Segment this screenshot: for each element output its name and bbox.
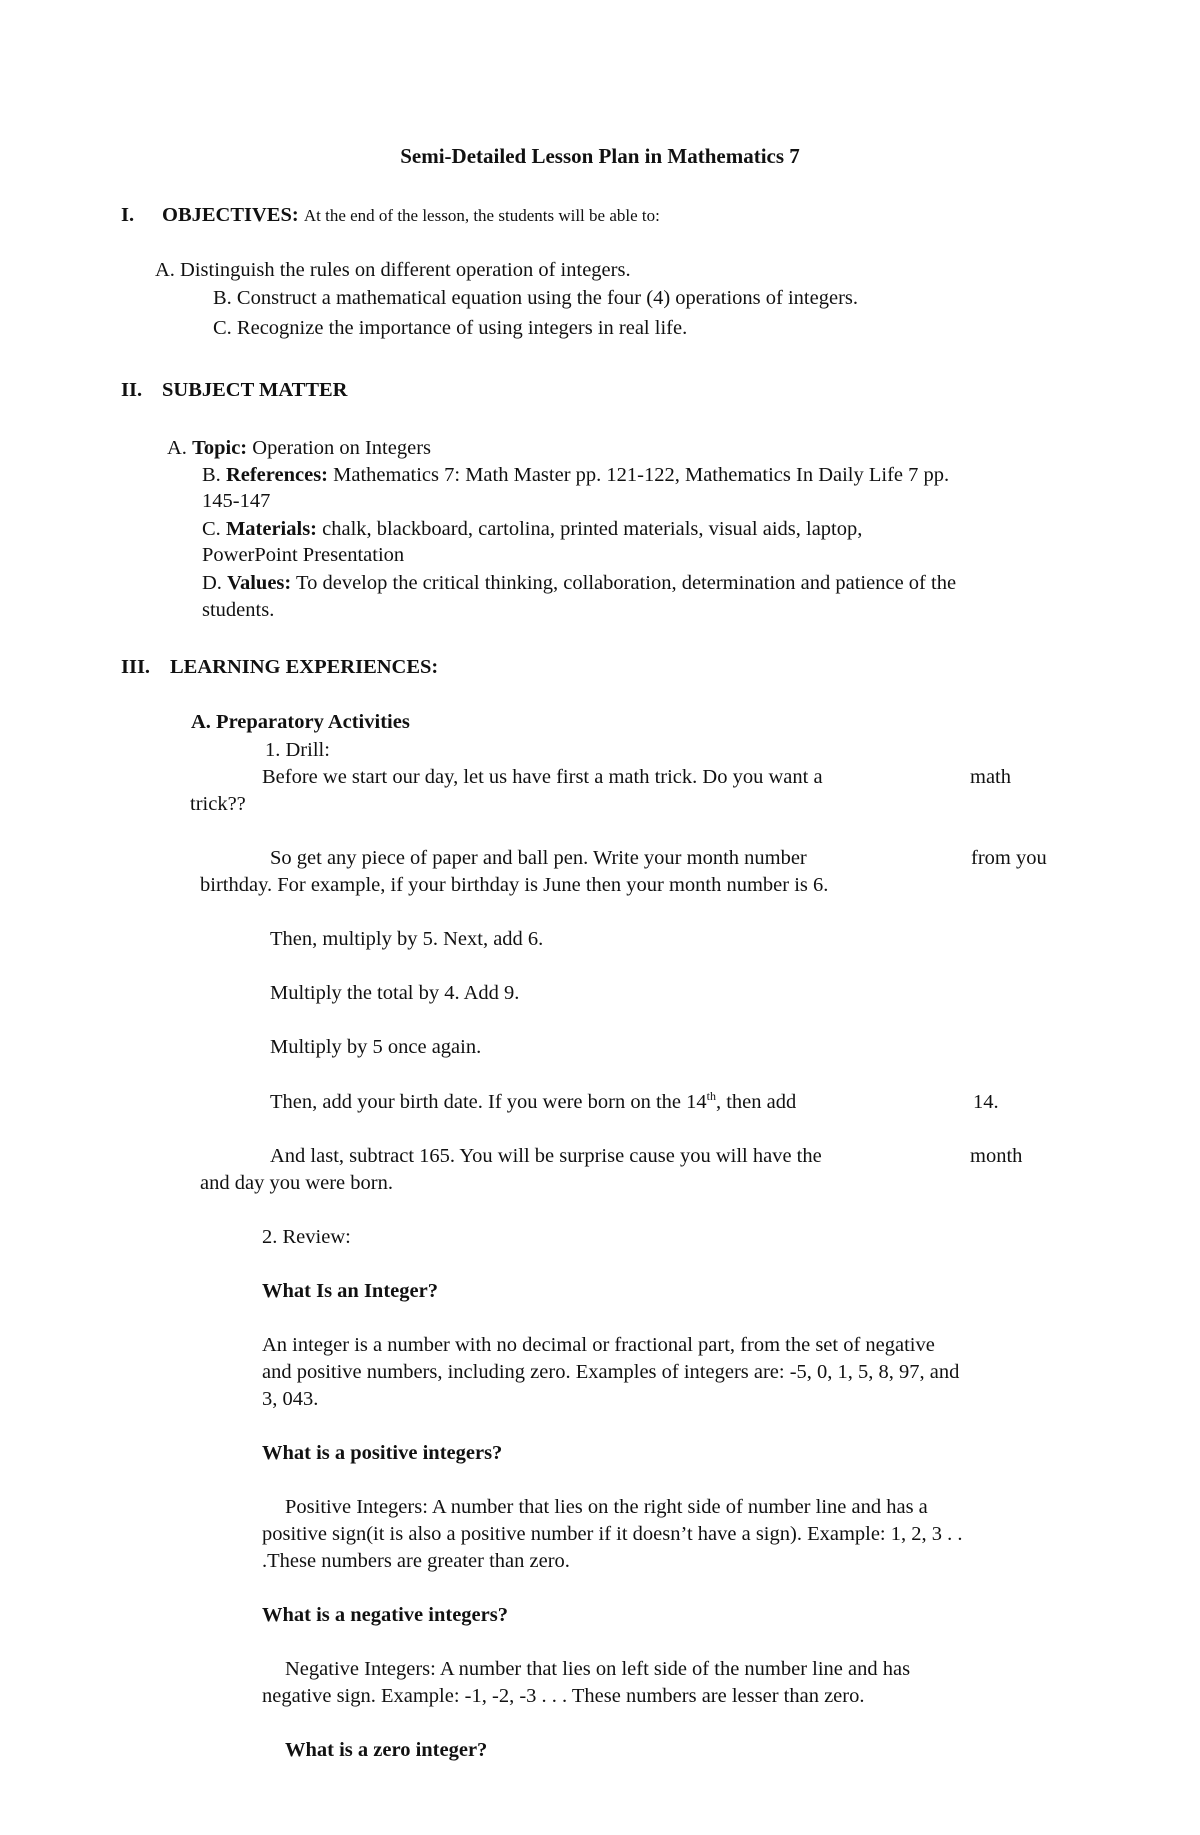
review-a3-line2: negative sign. Example: -1, -2, -3 . . . These numbers are lesser than zero. (262, 1685, 865, 1707)
topic-line (167, 435, 431, 462)
materials-label: Materials: (225, 518, 318, 540)
review-q2: What is a positive integers? (262, 1442, 503, 1464)
review-a2-line1: Positive Integers: A number that lies on the right side of number line and has a (285, 1496, 928, 1518)
values-text: To develop the critical thinking, collaboration, determination and patience of the (296, 572, 957, 594)
section-numeral-subject-matter: II. (121, 379, 143, 401)
references-label: References: (225, 464, 328, 486)
topic-prefix: A. (167, 437, 187, 459)
review-a1-line1: An integer is a number with no decimal or fractional part, from the set of negative (262, 1334, 935, 1356)
references-prefix: B. (202, 464, 221, 486)
drill-p1-right: math (970, 766, 1011, 788)
references-line (202, 462, 949, 489)
values-label: Values: (227, 572, 292, 594)
preparatory-heading: A. Preparatory Activities (191, 711, 410, 733)
drill-p6-right: 14. (973, 1091, 999, 1113)
values-prefix: D. (202, 572, 222, 594)
drill-label: 1. Drill: (265, 739, 330, 761)
review-q3: What is a negative integers? (262, 1604, 508, 1626)
drill-p5: Multiply by 5 once again. (270, 1036, 482, 1058)
review-a1-line3: 3, 043. (262, 1388, 319, 1410)
references-continued: 145-147 (202, 490, 271, 512)
page-title: Semi-Detailed Lesson Plan in Mathematics 7 (400, 144, 800, 168)
drill-p2-cont: birthday. For example, if your birthday is June then your month number is 6. (200, 874, 829, 896)
learning-heading: LEARNING EXPERIENCES: (170, 656, 439, 678)
drill-p6-sup: th (706, 1089, 716, 1104)
drill-p3: Then, multiply by 5. Next, add 6. (270, 928, 544, 950)
materials-text: chalk, blackboard, cartolina, printed materials, visual aids, laptop, (322, 518, 863, 540)
materials-prefix: C. (202, 518, 221, 540)
drill-p6-pre: Then, add your birth date. If you were born on the 14 (270, 1091, 707, 1113)
topic-text: Operation on Integers (252, 437, 432, 459)
drill-p2-right: from you (971, 847, 1047, 869)
objective-c: C. Recognize the importance of using integers in real life. (213, 317, 688, 339)
references-text: Mathematics 7: Math Master pp. 121-122, Mathematics In Daily Life 7 pp. (333, 464, 950, 486)
objectives-heading-line (162, 202, 660, 229)
objectives-intro: At the end of the lesson, the students will be able to: (303, 206, 660, 225)
drill-p1-cont: trick?? (190, 793, 246, 815)
drill-p7: And last, subtract 165. You will be surprise cause you will have the (270, 1145, 822, 1167)
values-line (202, 570, 956, 597)
drill-p6-post: , then add (715, 1091, 797, 1113)
drill-p7-right: month (970, 1145, 1023, 1167)
materials-continued: PowerPoint Presentation (202, 544, 405, 566)
materials-line (202, 516, 862, 543)
section-numeral-objectives: I. (121, 204, 135, 226)
drill-p4: Multiply the total by 4. Add 9. (270, 982, 520, 1004)
objective-a: A. Distinguish the rules on different operation of integers. (155, 259, 631, 281)
drill-p6 (270, 1089, 796, 1116)
review-a2-line2: positive sign(it is also a positive number if it doesn’t have a sign). Example: 1, 2, 3 . . (262, 1523, 963, 1545)
review-a1-line2: and positive numbers, including zero. Examples of integers are: -5, 0, 1, 5, 8, 97, and (262, 1361, 960, 1383)
review-a3-line1: Negative Integers: A number that lies on left side of the number line and has (285, 1658, 911, 1680)
drill-p2: So get any piece of paper and ball pen. Write your month number (270, 847, 807, 869)
review-label: 2. Review: (262, 1226, 351, 1248)
drill-p1: Before we start our day, let us have first a math trick. Do you want a (262, 766, 823, 788)
drill-p7-cont: and day you were born. (200, 1172, 393, 1194)
review-q4: What is a zero integer? (285, 1739, 488, 1761)
objective-b: B. Construct a mathematical equation using the four (4) operations of integers. (213, 287, 859, 309)
objectives-heading: OBJECTIVES: (162, 204, 299, 226)
values-continued: students. (202, 599, 275, 621)
review-q1: What Is an Integer? (262, 1280, 438, 1302)
section-numeral-learning: III. (121, 656, 151, 678)
review-a2-line3: .These numbers are greater than zero. (262, 1550, 570, 1572)
subject-matter-heading: SUBJECT MATTER (162, 379, 348, 401)
topic-label: Topic: (192, 437, 248, 459)
